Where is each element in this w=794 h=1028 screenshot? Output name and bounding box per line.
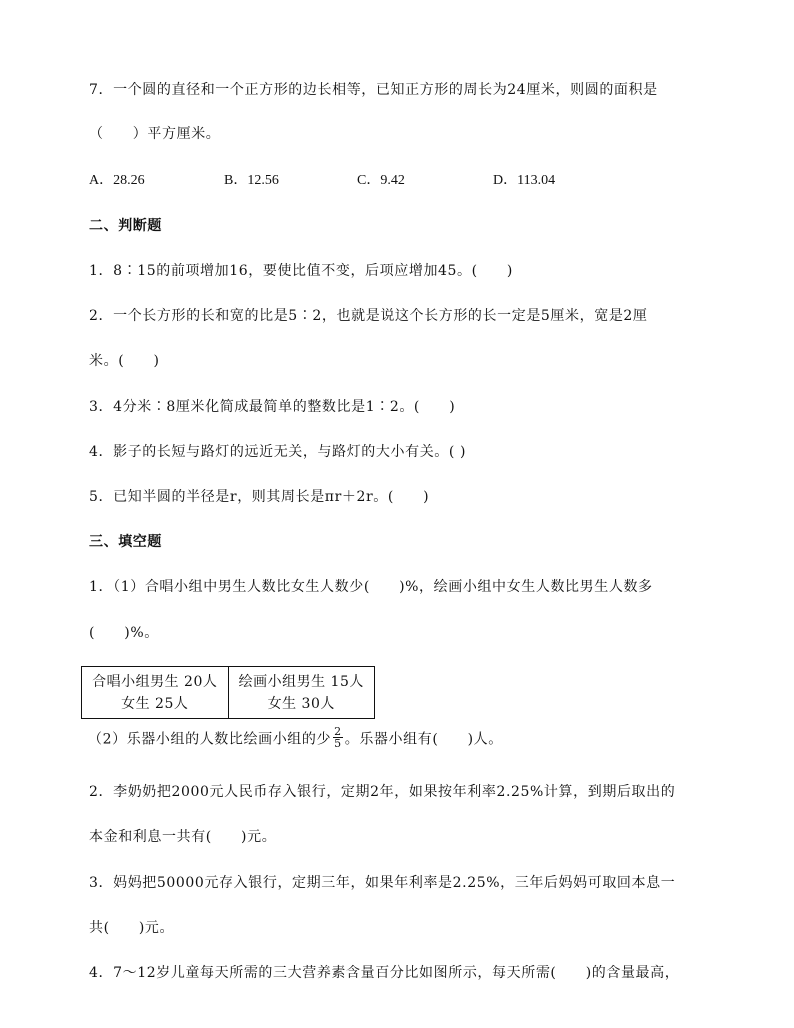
fill-q1-line-1: 1．（1）合唱小组中男生人数比女生人数少( )%，绘画小组中女生人数比男生人数多 bbox=[89, 579, 653, 595]
judgment-item-5: 5．已知半圆的半径是r，则其周长是πr＋2r。( ) bbox=[89, 489, 430, 505]
judgment-item-3: 3．4分米∶8厘米化简成最简单的整数比是1∶2。( ) bbox=[89, 399, 456, 415]
table-row bbox=[82, 667, 375, 719]
fill-q2-line-2: 本金和利息一共有( )元。 bbox=[89, 829, 277, 845]
section-heading-fill-blank: 三、填空题 bbox=[89, 534, 162, 550]
table-cell bbox=[228, 667, 375, 719]
cell-line-bottom: 女生 25人 bbox=[121, 695, 189, 712]
part-2-prefix: （2）乐器小组的人数比绘画小组的少 bbox=[88, 731, 332, 748]
fraction-numerator: 2 bbox=[334, 725, 342, 738]
option-b: B．12.56 bbox=[224, 173, 279, 188]
fill-q1-part-2 bbox=[88, 725, 503, 751]
judgment-item-1: 1．8∶15的前项增加16，要使比值不变，后项应增加45。( ) bbox=[89, 263, 513, 279]
fill-q3-line-2: 共( )元。 bbox=[89, 920, 175, 936]
fill-q4-line-1: 4．7～12岁儿童每天所需的三大营养素含量百分比如图所示，每天所需( )的含量最高， bbox=[89, 965, 680, 981]
table-cell bbox=[82, 667, 229, 719]
fill-q2-line-1: 2．李奶奶把2000元人民币存入银行，定期2年，如果按年利率2.25%计算，到期后取出的 bbox=[89, 784, 676, 800]
cell-line-top: 绘画小组男生 15人 bbox=[238, 673, 364, 690]
option-c: C．9.42 bbox=[357, 173, 405, 188]
judgment-item-4: 4．影子的长短与路灯的远近无关，与路灯的大小有关。( ) bbox=[89, 444, 467, 460]
option-a: A．28.26 bbox=[89, 173, 145, 188]
group-data-table bbox=[81, 666, 375, 719]
fraction bbox=[333, 726, 343, 749]
fill-q1-line-2: ( )%。 bbox=[89, 625, 159, 641]
judgment-item-2-line-1: 2．一个长方形的长和宽的比是5∶2，也就是说这个长方形的长一定是5厘米，宽是2厘 bbox=[89, 308, 648, 324]
fill-q3-line-1: 3．妈妈把50000元存入银行，定期三年，如果年利率是2.25%，三年后妈妈可取回本息一 bbox=[89, 875, 676, 891]
cell-line-top: 合唱小组男生 20人 bbox=[92, 673, 218, 690]
part-2-suffix: 。乐器小组有( )人。 bbox=[344, 731, 503, 748]
option-d: D．113.04 bbox=[493, 173, 556, 188]
section-heading-judgment: 二、判断题 bbox=[89, 218, 162, 234]
fraction-denominator: 5 bbox=[334, 737, 342, 750]
cell-line-bottom: 女生 30人 bbox=[267, 695, 335, 712]
question-7-line-2: （ ）平方厘米。 bbox=[89, 126, 221, 142]
judgment-item-2-line-2: 米。( ) bbox=[89, 353, 160, 369]
question-7-line-1: 7．一个圆的直径和一个正方形的边长相等，已知正方形的周长为24厘米，则圆的面积是 bbox=[89, 82, 658, 98]
